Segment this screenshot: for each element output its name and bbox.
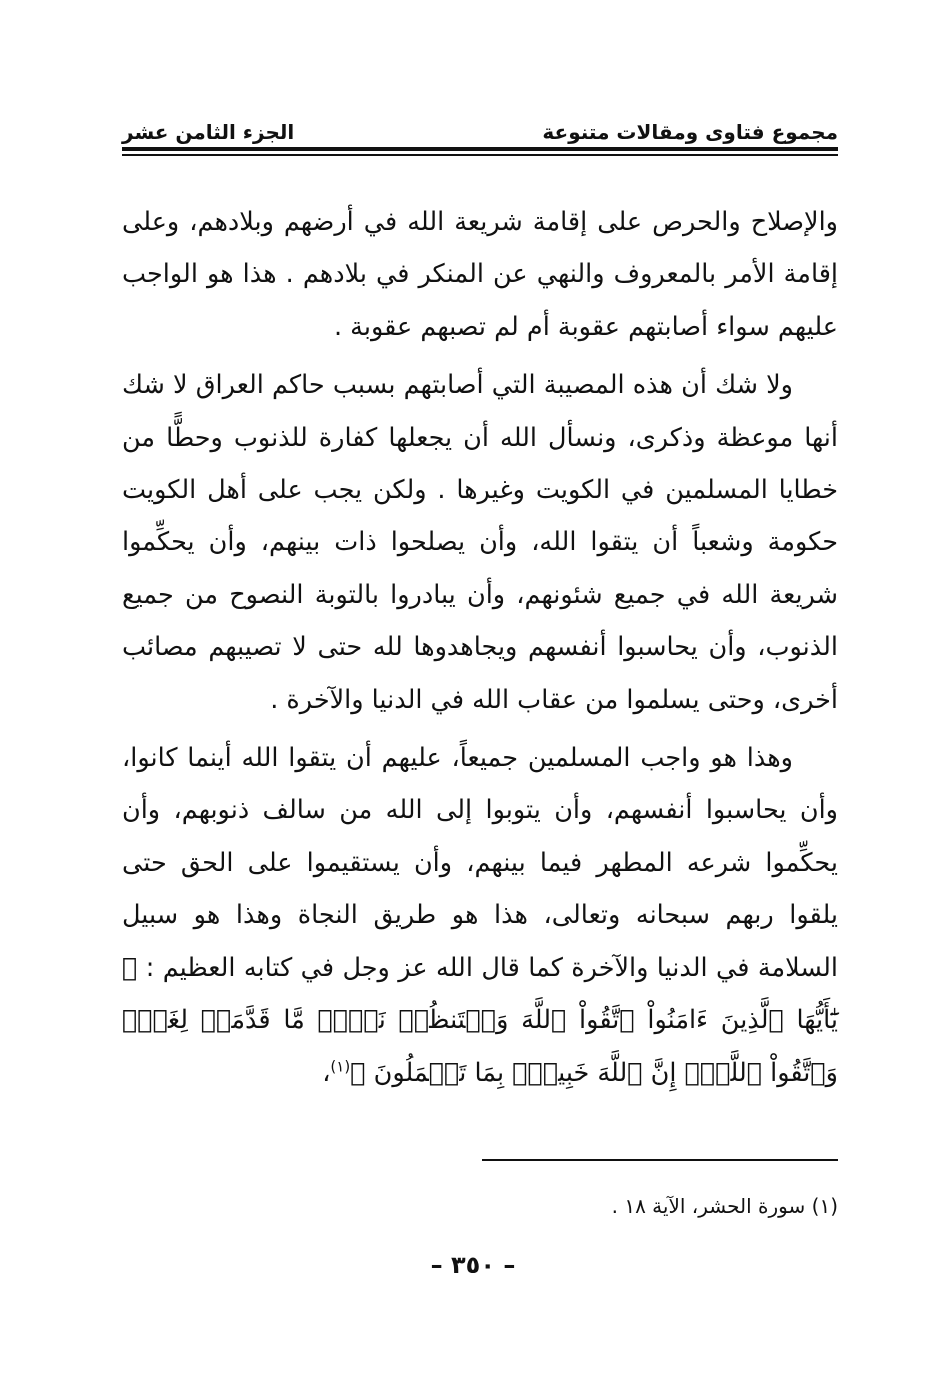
footnote-marker: (١)	[811, 1194, 838, 1218]
running-header	[122, 112, 838, 146]
paragraph-1: والإصلاح والحرص على إقامة شريعة الله في أرضهم وبلادهم، وعلى إقامة الأمر بالمعروف والنهي عن المنكر في بلادهم . هذا هو الواجب عليهم سواء أصابتهم عقوبة أم لم تصبهم عقوبة .	[122, 207, 838, 342]
paragraph-3	[122, 732, 838, 1099]
book-title: مجموع فتاوى ومقالات متنوعة	[542, 120, 838, 144]
footnote	[122, 1191, 838, 1221]
paragraph-3-text: وهذا هو واجب المسلمين جميعاً، عليهم أن يتقوا الله أينما كانوا، وأن يحاسبوا أنفسهم، وأن يتوبوا إلى الله من سالف ذنوبهم، وأن يحكِّموا شرعه المطهر فيما بينهم، وأن يستقيموا على الحق حتى يلقوا ربهم سبحانه وتعالى، هذا هو طريق النجاة وهذا هو سبيل السلامة في الدنيا والآخرة كما قال الله عز وجل في كتابه العظيم :	[122, 743, 838, 983]
volume-label: الجزء الثامن عشر	[122, 120, 295, 144]
footnote-reference[interactable]: (١)	[330, 1057, 351, 1075]
quran-verse: ﴿ يَٰٓأَيُّهَا ٱلَّذِينَ ءَامَنُواْ ٱتَّقُواْ ٱللَّهَ وَلۡتَنظُرۡ نَفۡسٞ مَّا قَدَّمَتۡ لِغَدٖۖ وَٱتَّقُواْ ٱللَّهَۚ إِنَّ ٱللَّهَ خَبِيرُۢ بِمَا تَعۡمَلُونَ ﴾	[122, 952, 838, 1088]
trailing-punctuation: ،	[322, 1057, 331, 1088]
header-rule-thick	[122, 147, 838, 151]
body-text	[122, 196, 838, 1099]
footnote-text: سورة الحشر، الآية ١٨ .	[611, 1194, 806, 1218]
footnote-separator	[482, 1159, 838, 1161]
paragraph-2: ولا شك أن هذه المصيبة التي أصابتهم بسبب حاكم العراق لا شك أنها موعظة وذكرى، ونسأل الله أن يجعلها كفارة للذنوب وحطًّا من خطايا المسلمين في الكويت وغيرها . ولكن يجب على أهل الكويت حكومة وشعباً أن يتقوا الله، وأن يصلحوا ذات بينهم، وأن يحكِّموا شريعة الله في جميع شئونهم، وأن يبادروا بالتوبة النصوح من جميع الذنوب، وأن يحاسبوا أنفسهم ويجاهدوها لله حتى لا تصيبهم مصائب أخرى، وحتى يسلموا من عقاب الله في الدنيا والآخرة .	[122, 370, 838, 715]
header-rule-thin	[122, 154, 838, 156]
page-number: – ٣٥٠ –	[430, 1251, 516, 1279]
